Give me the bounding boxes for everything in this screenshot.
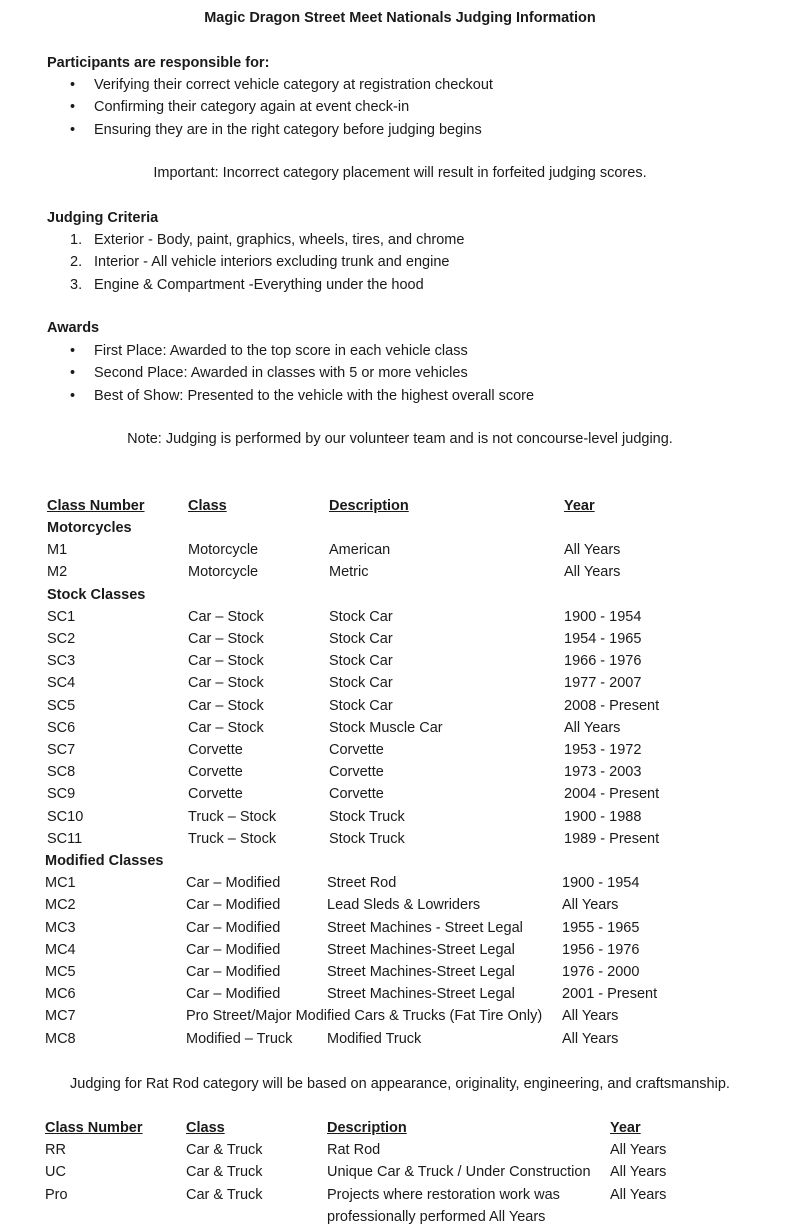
cell-class: Car – Modified <box>186 941 281 958</box>
cell-class-number: MC2 <box>45 897 76 914</box>
cell-class: Car – Stock <box>188 675 264 692</box>
bullet-icon: • <box>70 121 76 138</box>
cell-class-number: MC5 <box>45 964 76 980</box>
cell-year: 1900 - 1954 <box>562 875 640 892</box>
cell-year: All Years <box>564 542 621 559</box>
cell-description: Stock Car <box>329 675 393 692</box>
cell-class-number: SC1 <box>47 608 76 625</box>
cell-year: All Years <box>610 1164 667 1181</box>
responsibility-heading: Participants are responsible for: <box>47 55 270 71</box>
cell-class: Car – Modified <box>186 875 281 892</box>
cell-year: All Years <box>610 1186 667 1203</box>
cell-class-number: MC6 <box>45 986 76 1003</box>
ratrod-note: Judging for Rat Rod category will be based on appearance, originality, engineering, and craftsmanship. <box>70 1076 730 1092</box>
table2-header-class: Class <box>186 1120 225 1136</box>
criteria-item: Exterior - Body, paint, graphics, wheels, tires, and chrome <box>94 232 465 248</box>
cell-description: Stock Car <box>329 631 393 647</box>
cell-year: 1900 - 1988 <box>564 808 642 825</box>
cell-year: 2004 - Present <box>564 786 660 803</box>
responsibility-item: Confirming their category again at event check-in <box>94 99 410 116</box>
cell-class: Car – Stock <box>188 697 264 714</box>
cell-year: All Years <box>564 719 621 736</box>
cell-class-number: MC3 <box>45 919 76 936</box>
criteria-number: 1. <box>70 232 83 248</box>
cell-description: Unique Car & Truck / Under Construction <box>327 1164 591 1181</box>
criteria-item: Interior - All vehicle interiors excluding trunk and engine <box>94 254 450 271</box>
cell-class-number: MC1 <box>45 875 76 892</box>
cell-year: All Years <box>610 1142 667 1158</box>
cell-year: 1989 - Present <box>564 830 660 847</box>
cell-class-number: M1 <box>47 542 68 559</box>
criteria-item: Engine & Compartment -Everything under the hood <box>94 276 424 293</box>
cell-year: 1956 - 1976 <box>562 941 640 958</box>
table2-header-description: Description <box>327 1120 407 1136</box>
cell-class-number: SC9 <box>47 786 76 803</box>
cell-description: Stock Truck <box>329 808 405 825</box>
bullet-icon: • <box>70 387 76 404</box>
award-item: Second Place: Awarded in classes with 5 or more vehicles <box>94 365 468 382</box>
cell-class-number: SC4 <box>47 675 76 692</box>
table1-group-heading: Modified Classes <box>45 853 164 869</box>
cell-class: Car – Stock <box>188 653 264 670</box>
cell-description: Corvette <box>329 786 384 803</box>
cell-class-number: SC2 <box>47 631 76 647</box>
cell-year: All Years <box>562 1008 619 1025</box>
cell-description: Stock Car <box>329 697 393 714</box>
bullet-icon: • <box>70 99 76 116</box>
cell-class-number: Pro <box>45 1186 68 1203</box>
cell-class: Car – Stock <box>188 719 264 736</box>
cell-description: Modified Truck <box>327 1030 422 1047</box>
cell-description: American <box>329 542 391 559</box>
judging-note: Note: Judging is performed by our volunteer team and is not concourse-level judging. <box>127 431 673 447</box>
table1-group-heading: Stock Classes <box>47 586 146 603</box>
cell-description: Street Machines-Street Legal <box>327 964 515 980</box>
cell-class: Motorcycle <box>188 542 259 559</box>
cell-class: Car – Modified <box>186 964 281 980</box>
cell-description: Street Machines-Street Legal <box>327 986 515 1003</box>
cell-year: 1953 - 1972 <box>564 742 642 758</box>
cell-description: Street Rod <box>327 875 397 892</box>
table2-continuation: professionally performed All Years <box>327 1209 546 1225</box>
bullet-icon: • <box>70 343 76 359</box>
bullet-icon: • <box>70 365 76 382</box>
cell-description: Stock Car <box>329 608 393 625</box>
table1-header-description: Description <box>329 498 409 514</box>
cell-description: Corvette <box>329 742 384 758</box>
cell-class: Car – Stock <box>188 608 264 625</box>
cell-year: 1976 - 2000 <box>562 964 640 980</box>
cell-class: Truck – Stock <box>188 830 277 847</box>
bullet-icon: • <box>70 77 76 93</box>
cell-class: Corvette <box>188 764 243 781</box>
cell-description: Corvette <box>329 764 384 781</box>
cell-year: All Years <box>562 1030 619 1047</box>
responsibility-item: Verifying their correct vehicle category at registration checkout <box>94 77 493 93</box>
cell-year: All Years <box>564 564 621 581</box>
page-title: Magic Dragon Street Meet Nationals Judging Information <box>204 10 596 26</box>
cell-description: Stock Muscle Car <box>329 719 443 736</box>
cell-description: Metric <box>329 564 369 581</box>
criteria-heading: Judging Criteria <box>47 210 159 226</box>
cell-description: Stock Truck <box>329 830 405 847</box>
responsibility-item: Ensuring they are in the right category before judging begins <box>94 121 482 138</box>
cell-class: Corvette <box>188 742 243 758</box>
cell-class-number: SC10 <box>47 808 84 825</box>
table2-header-year: Year <box>610 1120 641 1136</box>
cell-class-number: SC11 <box>47 830 83 847</box>
cell-class-number: UC <box>45 1164 66 1181</box>
cell-class: Modified – Truck <box>186 1030 293 1047</box>
table1-header-class: Class <box>188 498 227 514</box>
cell-description: Street Machines - Street Legal <box>327 919 523 936</box>
cell-class-number: SC7 <box>47 742 76 758</box>
cell-class: Car – Modified <box>186 897 281 914</box>
important-notice: Important: Incorrect category placement will result in forfeited judging scores. <box>153 165 647 181</box>
cell-year: 2008 - Present <box>564 697 660 714</box>
awards-heading: Awards <box>47 320 100 336</box>
cell-class: Corvette <box>188 786 243 803</box>
cell-class-number: MC4 <box>45 941 76 958</box>
cell-class-number: SC6 <box>47 719 76 736</box>
cell-class: Car & Truck <box>186 1186 263 1203</box>
cell-class: Car – Modified <box>186 919 281 936</box>
cell-description: Projects where restoration work was <box>327 1186 560 1203</box>
cell-class-number: RR <box>45 1142 66 1158</box>
table1-header-class-number: Class Number <box>47 498 145 514</box>
cell-class-number: M2 <box>47 564 68 581</box>
cell-class-number: SC5 <box>47 697 76 714</box>
table1-header-year: Year <box>564 498 595 514</box>
cell-class: Car & Truck <box>186 1142 263 1158</box>
award-item: First Place: Awarded to the top score in each vehicle class <box>94 343 468 359</box>
cell-class: Pro Street/Major Modified Cars & Trucks (Fat Tire Only) <box>186 1008 543 1025</box>
cell-year: 1966 - 1976 <box>564 653 642 670</box>
cell-description: Stock Car <box>329 653 393 670</box>
cell-class-number: SC3 <box>47 653 76 670</box>
cell-year: 1973 - 2003 <box>564 764 642 781</box>
cell-year: 1977 - 2007 <box>564 675 642 692</box>
cell-description: Street Machines-Street Legal <box>327 941 515 958</box>
cell-class-number: MC8 <box>45 1030 76 1047</box>
table2-header-class-number: Class Number <box>45 1120 143 1136</box>
cell-year: 2001 - Present <box>562 986 658 1003</box>
cell-class-number: SC8 <box>47 764 76 781</box>
cell-class: Truck – Stock <box>188 808 277 825</box>
cell-year: 1954 - 1965 <box>564 631 642 647</box>
criteria-number: 2. <box>70 254 83 271</box>
award-item: Best of Show: Presented to the vehicle with the highest overall score <box>94 387 535 404</box>
cell-class: Car & Truck <box>186 1164 263 1181</box>
cell-description: Rat Rod <box>327 1142 381 1158</box>
cell-class-number: MC7 <box>45 1008 76 1025</box>
cell-year: 1900 - 1954 <box>564 608 642 625</box>
cell-year: All Years <box>562 897 619 914</box>
table1-group-heading: Motorcycles <box>47 520 132 536</box>
cell-class: Motorcycle <box>188 564 259 581</box>
criteria-number: 3. <box>70 276 83 293</box>
cell-description: Lead Sleds & Lowriders <box>327 897 481 914</box>
cell-class: Car – Modified <box>186 986 281 1003</box>
cell-year: 1955 - 1965 <box>562 919 640 936</box>
cell-class: Car – Stock <box>188 631 264 647</box>
